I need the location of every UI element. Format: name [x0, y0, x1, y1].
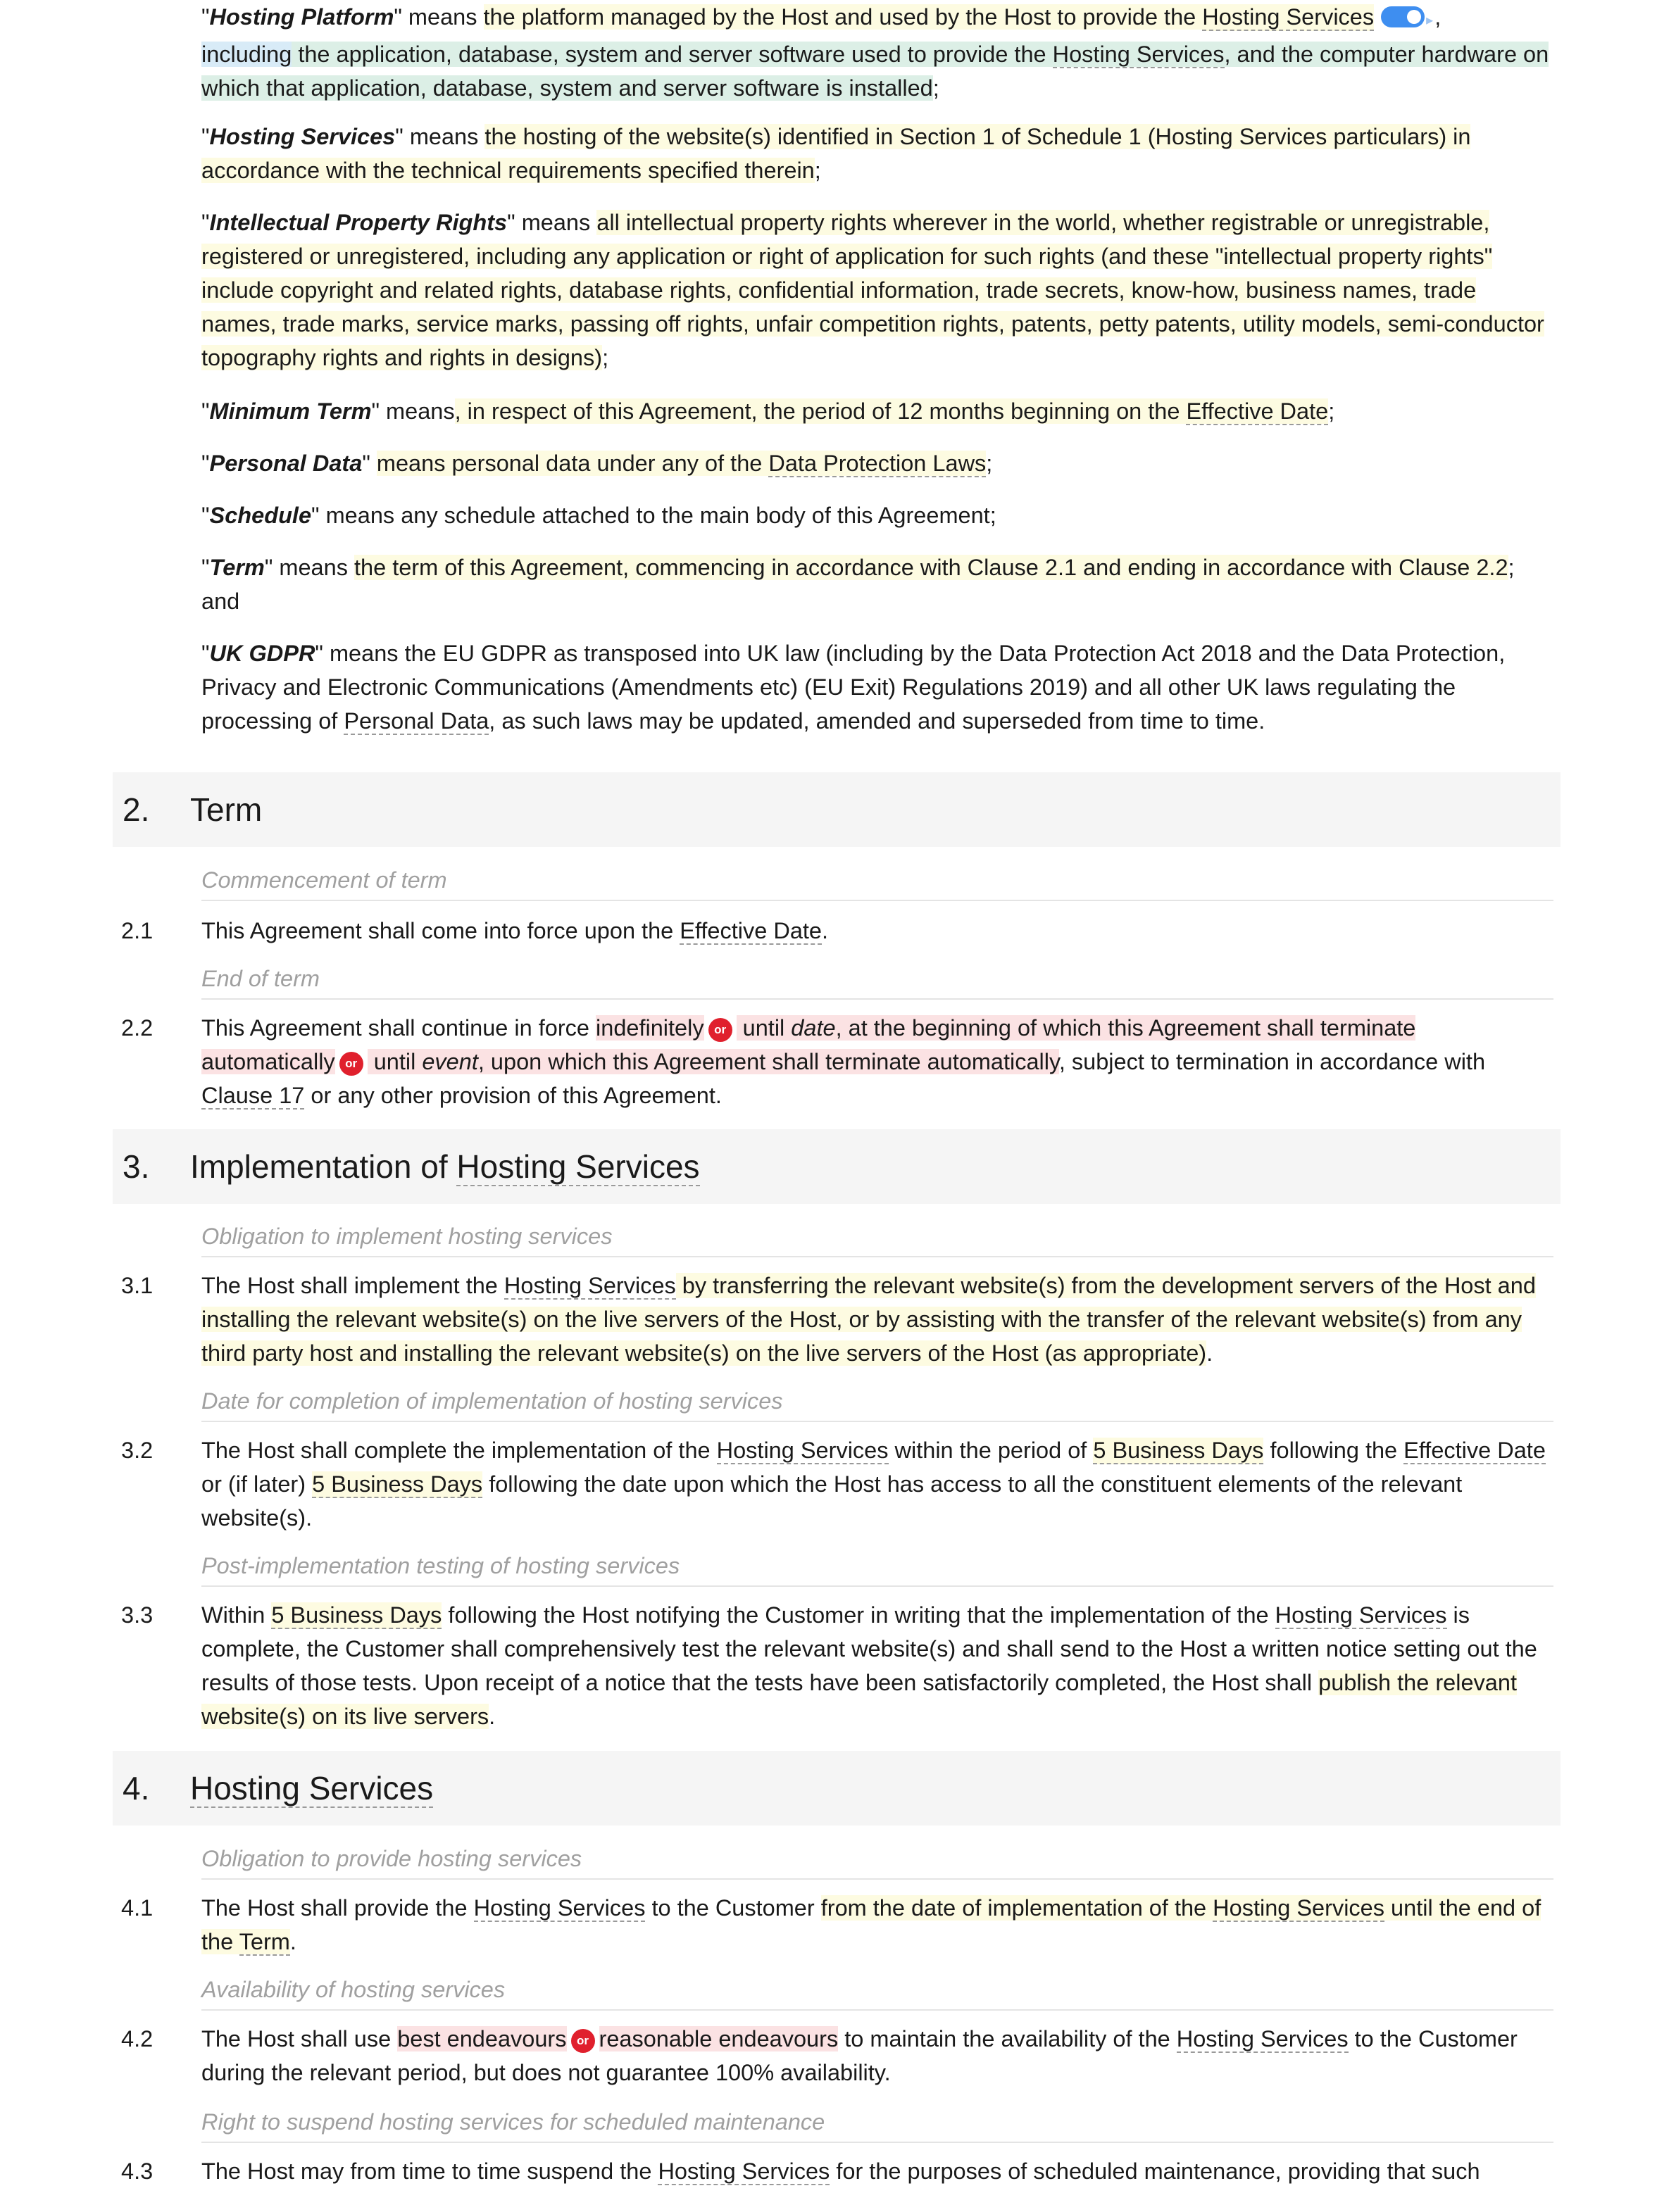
definition-ipr: "Intellectual Property Rights" means all intellectual property rights wherever in the world, whether registrable or unregistrable, registered or unregistered, including any application or right of application for such rights (and these "intellectual property rights" include copyright and related rights, database rights, confidential information, trade secrets, know-how, business names, trade names, trade marks, service marks, passing off rights, unfair competition rights, patents, petty patents, utility models, semi-conductor topography rights and rights in designs); [201, 210, 1544, 370]
clause-number: 4.1 [121, 1895, 154, 1921]
defined-term-link[interactable]: Hosting Services [1052, 42, 1225, 67]
defined-term-link[interactable]: Hosting Services [190, 1770, 434, 1806]
optional-text[interactable]: the application, database, system and server software used to provide the Hosting Services, and the computer hardware on which that application, database, system and server software is installed [201, 42, 1549, 101]
definition-term: "Term" means the term of this Agreement, commencing in accordance with Clause 2.1 and ending in accordance with Clause 2.2; and [201, 555, 1515, 614]
toggle-arrow-icon: ▸ [1426, 13, 1434, 28]
section-heading-hosting-services [113, 1751, 1561, 1825]
clause-number: 4.2 [121, 2026, 154, 2051]
editable-text[interactable]: all intellectual property rights wherever in the world, whether registrable or unregistrable, registered or unregistered, including any application or right of application for such rights (and these "intellectual property rights" include copyright and related rights, database rights, confidential information, trade secrets, know-how, business names, trade names, trade marks, service marks, passing off rights, unfair competition rights, patents, petty patents, utility models, semi-conductor topography rights and rights in designs) [201, 210, 1544, 370]
section-heading-term [113, 772, 1561, 847]
editable-text[interactable]: , in respect of this Agreement, the period of 12 months beginning on the Effective Date [454, 398, 1329, 424]
definition-minimum-term: "Minimum Term" means, in respect of this Agreement, the period of 12 months beginning on the Effective Date; [201, 398, 1335, 424]
editable-value[interactable]: 5 Business Days [312, 1471, 483, 1497]
defined-term-link[interactable]: Term [239, 1929, 290, 1954]
defined-term-link[interactable]: Hosting Services [456, 1148, 700, 1185]
defined-term-link[interactable]: Hosting Services [1213, 1895, 1385, 1921]
clause-subheading: Commencement of term [201, 863, 1553, 901]
defined-term: Personal Data [209, 451, 363, 476]
clause-number: 2.2 [121, 1015, 154, 1041]
defined-term: Hosting Platform [209, 4, 394, 30]
clause-number: 3.1 [121, 1273, 154, 1298]
defined-term: UK GDPR [209, 641, 315, 666]
definition-uk-gdpr: "UK GDPR" means the EU GDPR as transposed into UK law (including by the Data Protection Act 2018 and the Data Protection, Privacy and Electronic Communications (Amendments etc) (EU Exit) Regulations 2019) and all other UK laws regulating the processing of Personal Data, as such laws may be updated, amended and superseded from time to time. [201, 641, 1506, 734]
editable-text[interactable]: the platform managed by the Host and used by the Host to provide the [483, 4, 1203, 30]
toggle-switch-icon[interactable] [1381, 6, 1425, 27]
editable-value[interactable]: 5 Business Days [1093, 1438, 1264, 1463]
or-option-badge[interactable]: or [339, 1052, 363, 1076]
option-text[interactable]: until date, at the beginning of which this Agreement shall terminate automatically [201, 1015, 1416, 1074]
defined-term-link[interactable]: Hosting Services [1275, 1602, 1447, 1628]
clause-text: The Host shall complete the implementation of the Hosting Services within the period of 5 Business Days following the Effective Date or (if later) 5 Business Days following the date upon which the Host has access to all the constituent elements of the relevant website(s). [201, 1438, 1546, 1531]
or-option-badge[interactable]: or [571, 2029, 595, 2053]
clause-number: 2.1 [121, 918, 154, 943]
defined-term-link[interactable]: Hosting Services [1202, 4, 1375, 30]
clause-text: Within 5 Business Days following the Host notifying the Customer in writing that the implementation of the Hosting Services is complete, the Customer shall comprehensively test the relevant website(s) and shall send to the Host a written notice setting out the results of those tests. Upon receipt of a notice that the tests have been satisfactorily completed, the Host shall publish the relevant website(s) on its live servers. [201, 1602, 1537, 1729]
section-number: 2. [123, 791, 150, 828]
editable-text[interactable]: publish the relevant website(s) on its live servers [201, 1670, 1517, 1729]
section-title [190, 1751, 433, 1825]
defined-term-link[interactable]: Effective Date [1186, 398, 1329, 424]
clause-subheading: Right to suspend hosting services for scheduled maintenance [201, 2105, 1553, 2143]
option-text[interactable]: best endeavours [397, 2026, 567, 2051]
clause-subheading: Availability of hosting services [201, 1973, 1553, 2011]
editable-text[interactable]: the hosting of the website(s) identified in Section 1 of Schedule 1 (Hosting Services particulars) in accordance with the technical requirements specified therein [201, 124, 1471, 183]
defined-term-link[interactable]: Hosting Services [504, 1273, 676, 1298]
defined-term-link[interactable]: Effective Date [680, 918, 822, 943]
clause-subheading: Obligation to provide hosting services [201, 1842, 1553, 1880]
option-text[interactable]: indefinitely [596, 1015, 704, 1041]
or-option-badge[interactable]: or [708, 1018, 732, 1042]
clause-number: 3.3 [121, 1602, 154, 1628]
clause-subheading: Date for completion of implementation of hosting services [201, 1384, 1553, 1422]
defined-term-link[interactable]: Data Protection Laws [768, 451, 987, 476]
defined-term: Term [209, 555, 265, 580]
editable-value[interactable]: 5 Business Days [271, 1602, 442, 1628]
defined-term-link[interactable]: Effective Date [1403, 1438, 1546, 1463]
clause-text: The Host shall implement the Hosting Services by transferring the relevant website(s) from the development servers of the Host and installing the relevant website(s) on the live servers of the Host, or by assisting with the transfer of the relevant website(s) from any third party host and installing the relevant website(s) on the live servers of the Host (as appropriate). [201, 1273, 1536, 1366]
clause-text: This Agreement shall come into force upon the Effective Date. [201, 918, 829, 943]
clause-text: The Host may from time to time suspend the Hosting Services for the purposes of scheduled maintenance, providing that such [201, 2158, 1480, 2184]
editable-text[interactable]: by transferring the relevant website(s) from the development servers of the Host and installing the relevant website(s) on the live servers of the Host, or by assisting with the transfer of the relevant website(s) from any third party host and installing the relevant website(s) on the live servers of the Host (as appropriate) [201, 1273, 1536, 1366]
clause-reference-link[interactable]: Clause 17 [201, 1083, 305, 1108]
clause-subheading: Post-implementation testing of hosting services [201, 1549, 1553, 1587]
section-title: Term [190, 791, 263, 828]
section-heading-implementation [113, 1129, 1561, 1204]
editable-text[interactable]: from the date of implementation of the Hosting Services until the end of the Term [201, 1895, 1541, 1954]
defined-term: Hosting Services [209, 124, 396, 149]
clause-number: 4.3 [121, 2158, 154, 2184]
defined-term: Intellectual Property Rights [209, 210, 508, 235]
section-title: Implementation of Hosting Services [190, 1148, 700, 1185]
optional-text[interactable]: including [201, 42, 292, 67]
option-text[interactable]: reasonable endeavours [599, 2026, 839, 2051]
clause-subheading: End of term [201, 962, 1553, 1000]
editable-text[interactable]: means personal data under any of the Data Protection Laws [376, 451, 987, 476]
defined-term-link[interactable]: Personal Data [344, 708, 489, 734]
defined-term: Schedule [209, 503, 312, 528]
section-number: 3. [123, 1148, 150, 1185]
clause-subheading: Obligation to implement hosting services [201, 1219, 1553, 1257]
option-text[interactable]: until event, upon which this Agreement shall terminate automatically [367, 1049, 1059, 1074]
definition-personal-data: "Personal Data" means personal data under any of the Data Protection Laws; [201, 451, 993, 476]
clause-text: This Agreement shall continue in force indefinitely or until date, at the beginning of which this Agreement shall terminate automatically or until event, upon which this Agreement shall terminate automatically, subject to termination in accordance with Clause 17 or any other provision of this Agreement. [201, 1015, 1486, 1108]
clause-number: 3.2 [121, 1438, 154, 1463]
clause-text: The Host shall provide the Hosting Services to the Customer from the date of implementation of the Hosting Services until the end of the Term. [201, 1895, 1541, 1954]
definition-hosting-services: "Hosting Services" means the hosting of the website(s) identified in Section 1 of Schedule 1 (Hosting Services particulars) in accordance with the technical requirements specified therein; [201, 124, 1471, 183]
definition-hosting-platform: "Hosting Platform" means the platform managed by the Host and used by the Host to provide the Hosting Services ▸, including the application, database, system and server software used to provide the Hosting Services, and the computer hardware on which that application, database, system and server software is installed; [201, 4, 1549, 101]
defined-term-link[interactable]: Hosting Services [473, 1895, 646, 1921]
defined-term-link[interactable]: Hosting Services [658, 2158, 830, 2184]
section-number: 4. [123, 1770, 150, 1806]
defined-term-link[interactable]: Hosting Services [1176, 2026, 1349, 2051]
editable-text[interactable]: the term of this Agreement, commencing in accordance with Clause 2.1 and ending in accordance with Clause 2.2 [354, 555, 1508, 580]
toggle-knob [1407, 10, 1421, 24]
clause-text: The Host shall use best endeavours or reasonable endeavours to maintain the availability of the Hosting Services to the Customer during the relevant period, but does not guarantee 100% availability. [201, 2026, 1518, 2085]
definition-schedule: "Schedule" means any schedule attached to the main body of this Agreement; [201, 503, 996, 528]
defined-term-link[interactable]: Hosting Services [716, 1438, 889, 1463]
defined-term: Minimum Term [209, 398, 372, 424]
